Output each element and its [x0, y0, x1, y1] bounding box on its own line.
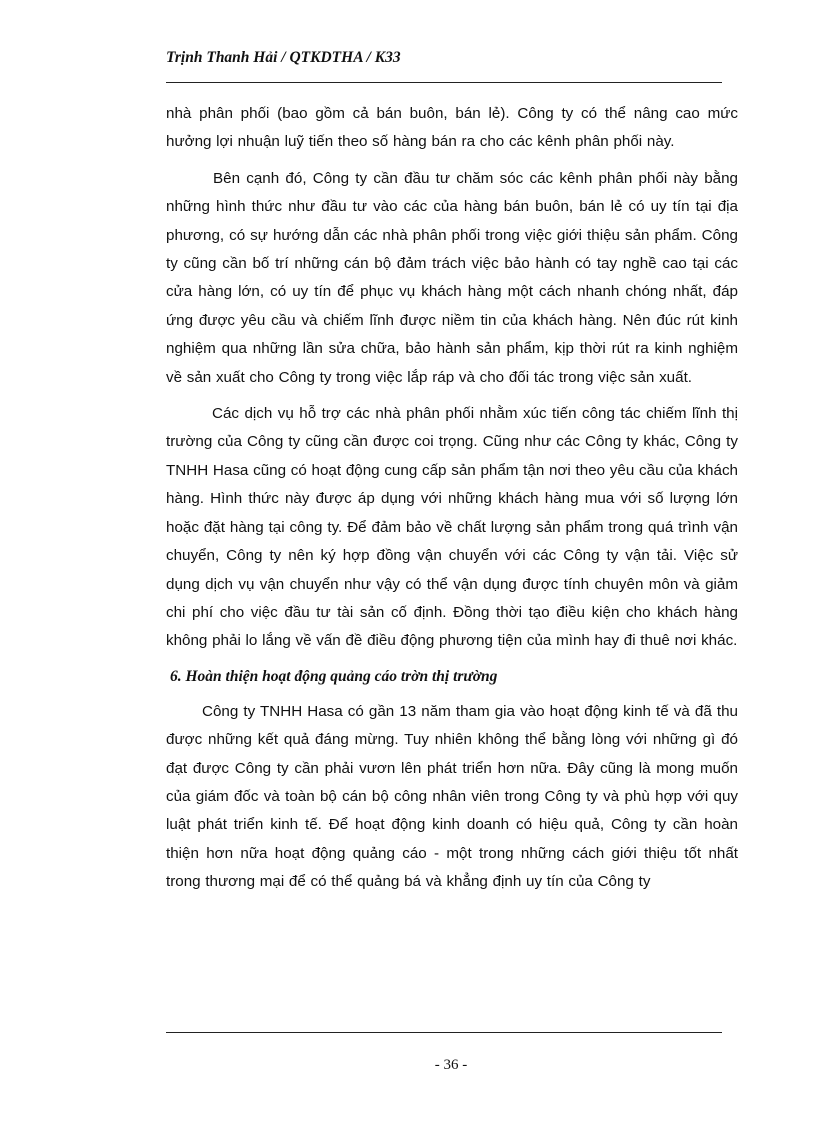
page-number: - 36 -	[434, 1057, 468, 1073]
document-body	[166, 100, 738, 897]
paragraph-continuation: nhà phân phối (bao gồm cả bán buôn, bán lẻ). Công ty có thể nâng cao mức hưởng lợi nhuận luỹ tiến theo số hàng bán ra cho các kênh phân phối này.	[166, 105, 738, 151]
section-heading: 6. Hoàn thiện hoạt động quảng cáo trờn thị trường	[170, 667, 498, 685]
paragraph-support-services: Các dịch vụ hỗ trợ các nhà phân phối nhằm xúc tiến công tác chiếm lĩnh thị trường của Công ty cũng cần được coi trọng. Cũng như các Công ty khác, Công ty TNHH Hasa cũng có hoạt động cung cấp sản phẩm tận nơi theo yêu cầu của khách hàng. Hình thức này được áp dụng với những khách hàng mua với số lượng lớn hoặc đặt hàng tại công ty. Để đảm bảo về chất lượng sản phẩm trong quá trình vận chuyển, Công ty nên ký hợp đồng vận chuyển với các Công ty vận tải. Việc sử dụng dịch vụ vận chuyển như vậy có thể vận dụng được tính chuyên môn và giảm chi phí cho việc đầu tư tài sản cố định. Đồng thời tạo điều kiện cho khách hàng không phải lo lắng về vấn đề điều động phương tiện của mình hay đi thuê nơi khác.	[166, 405, 738, 650]
footer-rule	[166, 1032, 722, 1033]
paragraph-distribution-care: Bên cạnh đó, Công ty cần đầu tư chăm sóc các kênh phân phối này bằng những hình thức như đầu tư vào các của hàng bán buôn, bán lẻ có uy tín tại địa phương, có sự hướng dẫn các nhà phân phối trong việc giới thiệu sản phẩm. Công ty cũng cần bố trí những cán bộ đảm trách việc bảo hành có tay nghề cao tại các cửa hàng lớn, có uy tín để phục vụ khách hàng một cách nhanh chóng nhất, đáp ứng được yêu cầu và chiếm lĩnh được niềm tin của khách hàng. Nên đúc rút kinh nghiệm qua những lần sửa chữa, bảo hành sản phẩm, kịp thời rút ra kinh nghiệm về sản xuất cho Công ty trong việc lắp ráp và cho đối tác trong việc sản xuất.	[166, 169, 738, 386]
running-header: Trịnh Thanh Hải / QTKDTHA / K33	[166, 49, 401, 66]
header-rule	[166, 82, 722, 83]
paragraph-advertising: Công ty TNHH Hasa có gần 13 năm tham gia vào hoạt động kinh tế và đã thu được những kết quả đáng mừng. Tuy nhiên không thể bằng lòng với những gì đó đạt được Công ty cần phải vươn lên phát triển hơn nữa. Đây cũng là mong muốn của giám đốc và toàn bộ cán bộ công nhân viên trong Công ty và phù hợp với quy luật phát triển kinh tế. Để hoạt động kinh doanh có hiệu quả, Công ty cần hoàn thiện hơn nữa hoạt động quảng cáo - một trong những cách giới thiệu tốt nhất trong thương mại để có thể quảng bá và khẳng định uy tín của Công ty	[166, 702, 738, 891]
